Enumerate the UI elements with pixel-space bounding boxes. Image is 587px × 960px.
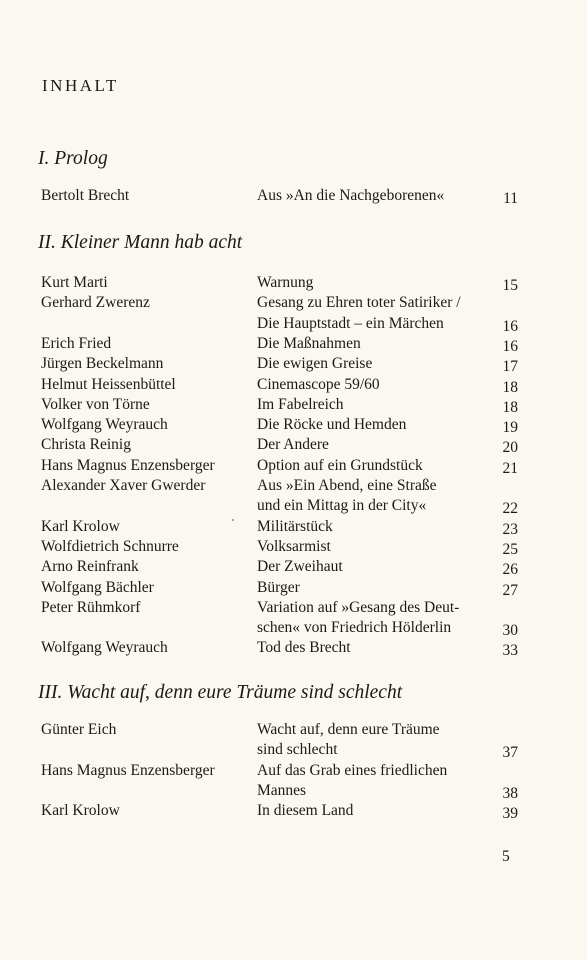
entry-title: Militärstück [257,517,333,535]
entry-title: Wacht auf, denn eure Träume [257,721,440,738]
section-title: II. Kleiner Mann hab acht [38,232,243,253]
entry-title: Warnung [257,274,314,291]
entry-title: Variation auf »Gesang des Deut- [257,598,460,616]
section-title: I. Prolog [38,148,108,169]
entry-page-number: 21 [502,459,518,477]
entry-page-number: 19 [502,419,518,437]
entry-title: Gesang zu Ehren toter Satiriker / [257,294,461,312]
entry-author: Alexander Xaver Gwerder [41,477,206,494]
entry-page-number: 22 [502,500,518,518]
entry-page-number: 23 [502,520,518,538]
entry-title: In diesem Land [257,802,354,820]
entry-author: Christa Reinig [41,436,131,454]
entry-author: Hans Magnus Enzensberger [41,456,215,474]
entry-page-number: 37 [502,744,518,762]
entry-page-number: 17 [502,358,518,376]
entry-page-number: 27 [502,581,518,599]
entry-author: Wolfdietrich Schnurre [41,537,179,555]
entry-page-number: 38 [502,784,518,802]
entry-author: Karl Krolow [41,517,120,535]
entry-author: Gerhard Zwerenz [41,294,150,312]
entry-page-number: 18 [502,378,518,396]
entry-title: schen« von Friedrich Hölderlin [257,619,452,637]
paper-speck [232,519,234,521]
entry-page-number: 30 [502,622,518,640]
entry-page-number: 25 [502,540,518,558]
entry-title: Die Hauptstadt – ein Märchen [257,314,444,332]
entry-page-number: 39 [502,805,518,823]
entry-author: Bertolt Brecht [41,187,130,204]
entry-author: Arno Reinfrank [41,558,139,576]
entry-title: Cinemascope 59/60 [257,375,380,393]
entry-title: Volksarmist [257,537,331,555]
entry-author: Wolfgang Bächler [41,578,154,596]
entry-title: und ein Mittag in der City« [257,497,427,515]
entry-title: Auf das Grab eines friedlichen [257,761,448,779]
entry-title: Mannes [257,781,307,799]
entry-title: Die Maßnahmen [257,334,361,352]
entry-title: Option auf ein Grundstück [257,456,423,474]
entry-title: Aus »Ein Abend, eine Straße [257,477,437,494]
entry-title: sind schlecht [257,741,338,759]
entry-page-number: 26 [502,561,518,579]
entry-author: Wolfgang Weyrauch [41,639,168,657]
entry-author: Günter Eich [41,721,117,738]
entry-title: Aus »An die Nachgeborenen« [257,187,445,204]
entry-page-number: 18 [502,398,518,416]
page-number: 5 [502,848,510,865]
entry-title: Der Zweihaut [257,558,343,576]
entry-author: Peter Rühmkorf [41,598,141,616]
entry-author: Wolfgang Weyrauch [41,416,168,434]
entry-author: Helmut Heissenbüttel [41,375,176,393]
entry-author: Jürgen Beckelmann [41,355,164,373]
entry-title: Im Fabelreich [257,395,344,413]
entry-title: Bürger [257,578,300,596]
section-title: III. Wacht auf, denn eure Träume sind schlecht [38,682,403,703]
entry-title: Die ewigen Greise [257,355,373,373]
entry-page-number: 15 [502,277,518,294]
entry-page-number: 33 [502,642,518,660]
entry-author: Volker von Törne [41,395,150,413]
entry-author: Karl Krolow [41,802,120,820]
entry-page-number: 16 [502,337,518,355]
entry-author: Erich Fried [41,334,112,352]
entry-page-number: 20 [502,439,518,457]
entry-page-number: 16 [502,317,518,335]
entry-page-number: 11 [503,190,518,207]
entry-title: Tod des Brecht [257,639,351,657]
entry-author: Hans Magnus Enzensberger [41,761,215,779]
entry-author: Kurt Marti [41,274,108,291]
entry-title: Der Andere [257,436,329,454]
page-heading: INHALT [42,76,119,95]
entry-title: Die Röcke und Hemden [257,416,407,434]
